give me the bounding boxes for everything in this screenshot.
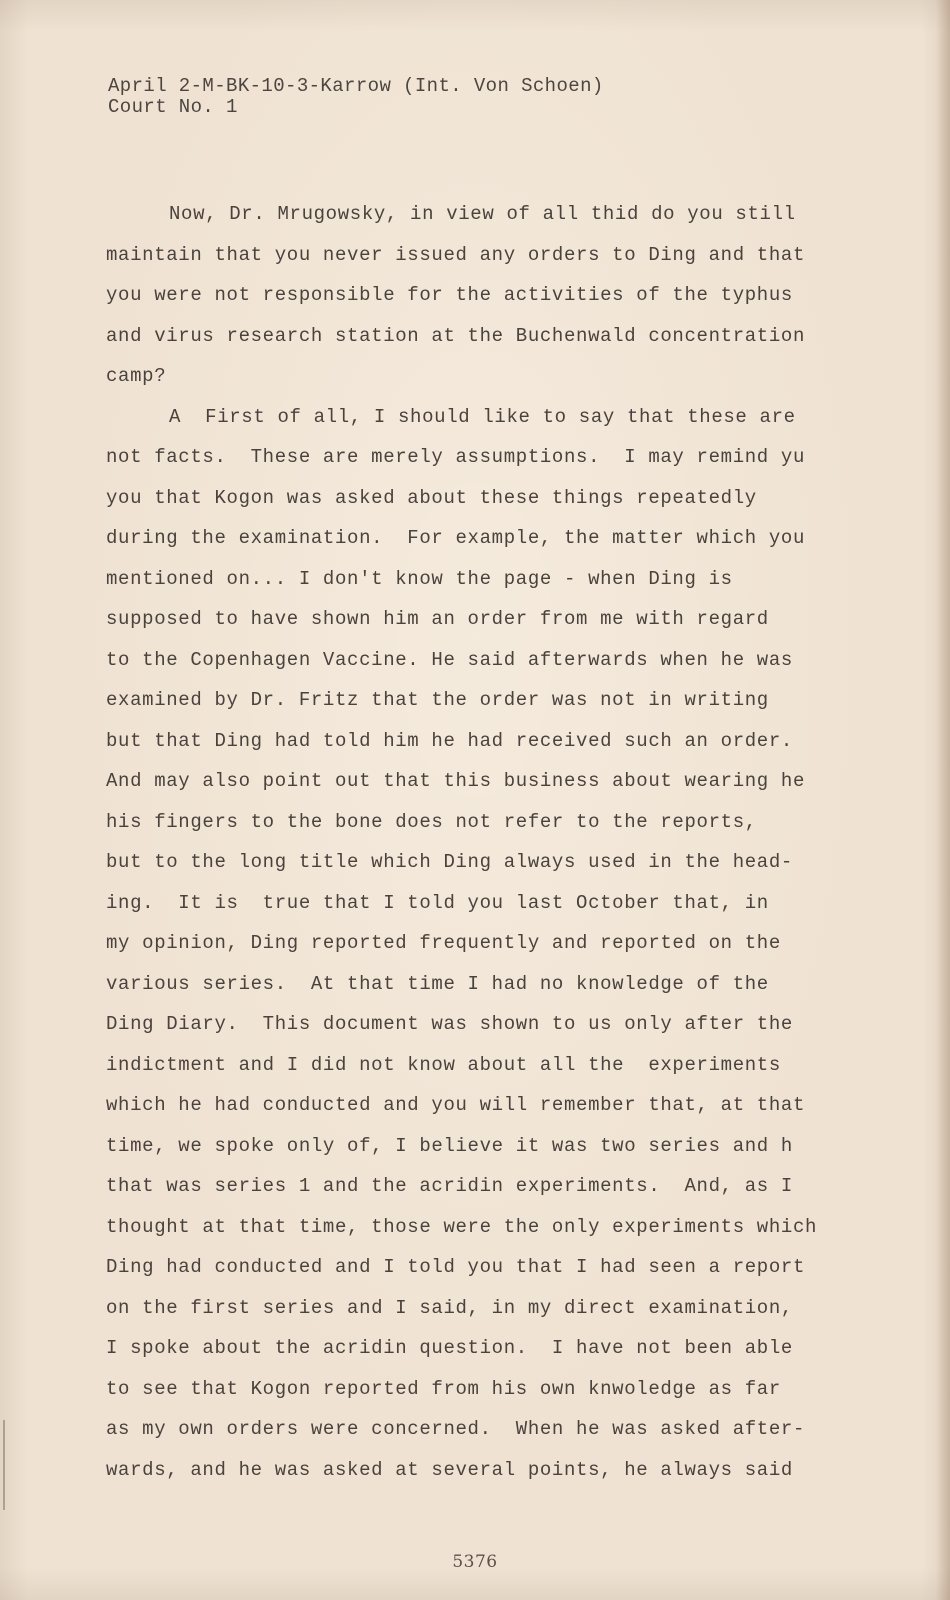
page-number: 5376 <box>452 1552 498 1572</box>
text-line: indictment and I did not know about all the experiments <box>106 1053 781 1076</box>
text-line: during the examination. For example, the matter which you <box>106 527 806 549</box>
paper-edge-mark <box>3 1420 5 1510</box>
text-line: thought at that time, those were the only experiments which <box>106 1215 818 1238</box>
text-line: time, we spoke only of, I believe it was two series and h <box>106 1134 793 1157</box>
text-line: his fingers to the bone does not refer to the reports, <box>106 810 757 833</box>
text-line: to see that Kogon reported from his own knwoledge as far <box>106 1377 781 1400</box>
text-line: you were not responsible for the activities of the typhus <box>106 284 793 306</box>
transcript-body <box>106 194 836 1490</box>
header-line-1: April 2-M-BK-10-3-Karrow (Int. Von Schoen) <box>108 75 604 97</box>
text-line: Ding Diary. This document was shown to us only after the <box>106 1013 793 1035</box>
text-line: which he had conducted and you will remember that, at that <box>106 1094 806 1116</box>
text-line: maintain that you never issued any orders to Ding and that <box>106 243 806 266</box>
text-line: examined by Dr. Fritz that the order was not in writing <box>106 689 769 711</box>
text-line: on the first series and I said, in my direct examination, <box>106 1296 793 1319</box>
text-line: various series. At that time I had no knowledge of the <box>106 972 769 995</box>
text-line: wards, and he was asked at several points, he always said <box>106 1458 793 1481</box>
text-line: you that Kogon was asked about these things repeatedly <box>106 486 757 509</box>
paper-edge-shadow <box>936 0 950 1600</box>
text-line: ing. It is true that I told you last October that, in <box>106 891 769 914</box>
document-header <box>108 76 604 118</box>
text-line: and virus research station at the Buchenwald concentration <box>106 324 806 347</box>
text-line: but that Ding had told him he had received such an order. <box>106 729 793 752</box>
text-line: as my own orders were concerned. When he was asked after- <box>106 1418 806 1440</box>
text-line: Ding had conducted and I told you that I had seen a report <box>106 1256 806 1278</box>
text-line: A First of all, I should like to say that these are <box>169 405 796 428</box>
text-line: Now, Dr. Mrugowsky, in view of all thid do you still <box>169 203 796 225</box>
text-line: to the Copenhagen Vaccine. He said afterwards when he was <box>106 648 793 671</box>
text-line: supposed to have shown him an order from me with regard <box>106 608 769 630</box>
header-line-2: Court No. 1 <box>108 96 238 118</box>
text-line: that was series 1 and the acridin experiments. And, as I <box>106 1175 793 1197</box>
text-line: camp? <box>106 365 167 387</box>
text-line: but to the long title which Ding always used in the head- <box>106 851 793 873</box>
text-line: my opinion, Ding reported frequently and reported on the <box>106 932 781 954</box>
text-line: And may also point out that this business about wearing he <box>106 770 806 792</box>
text-line: not facts. These are merely assumptions. I may remind yu <box>106 446 806 468</box>
text-line: mentioned on... I don't know the page - when Ding is <box>106 567 733 590</box>
text-line: I spoke about the acridin question. I have not been able <box>106 1337 793 1359</box>
